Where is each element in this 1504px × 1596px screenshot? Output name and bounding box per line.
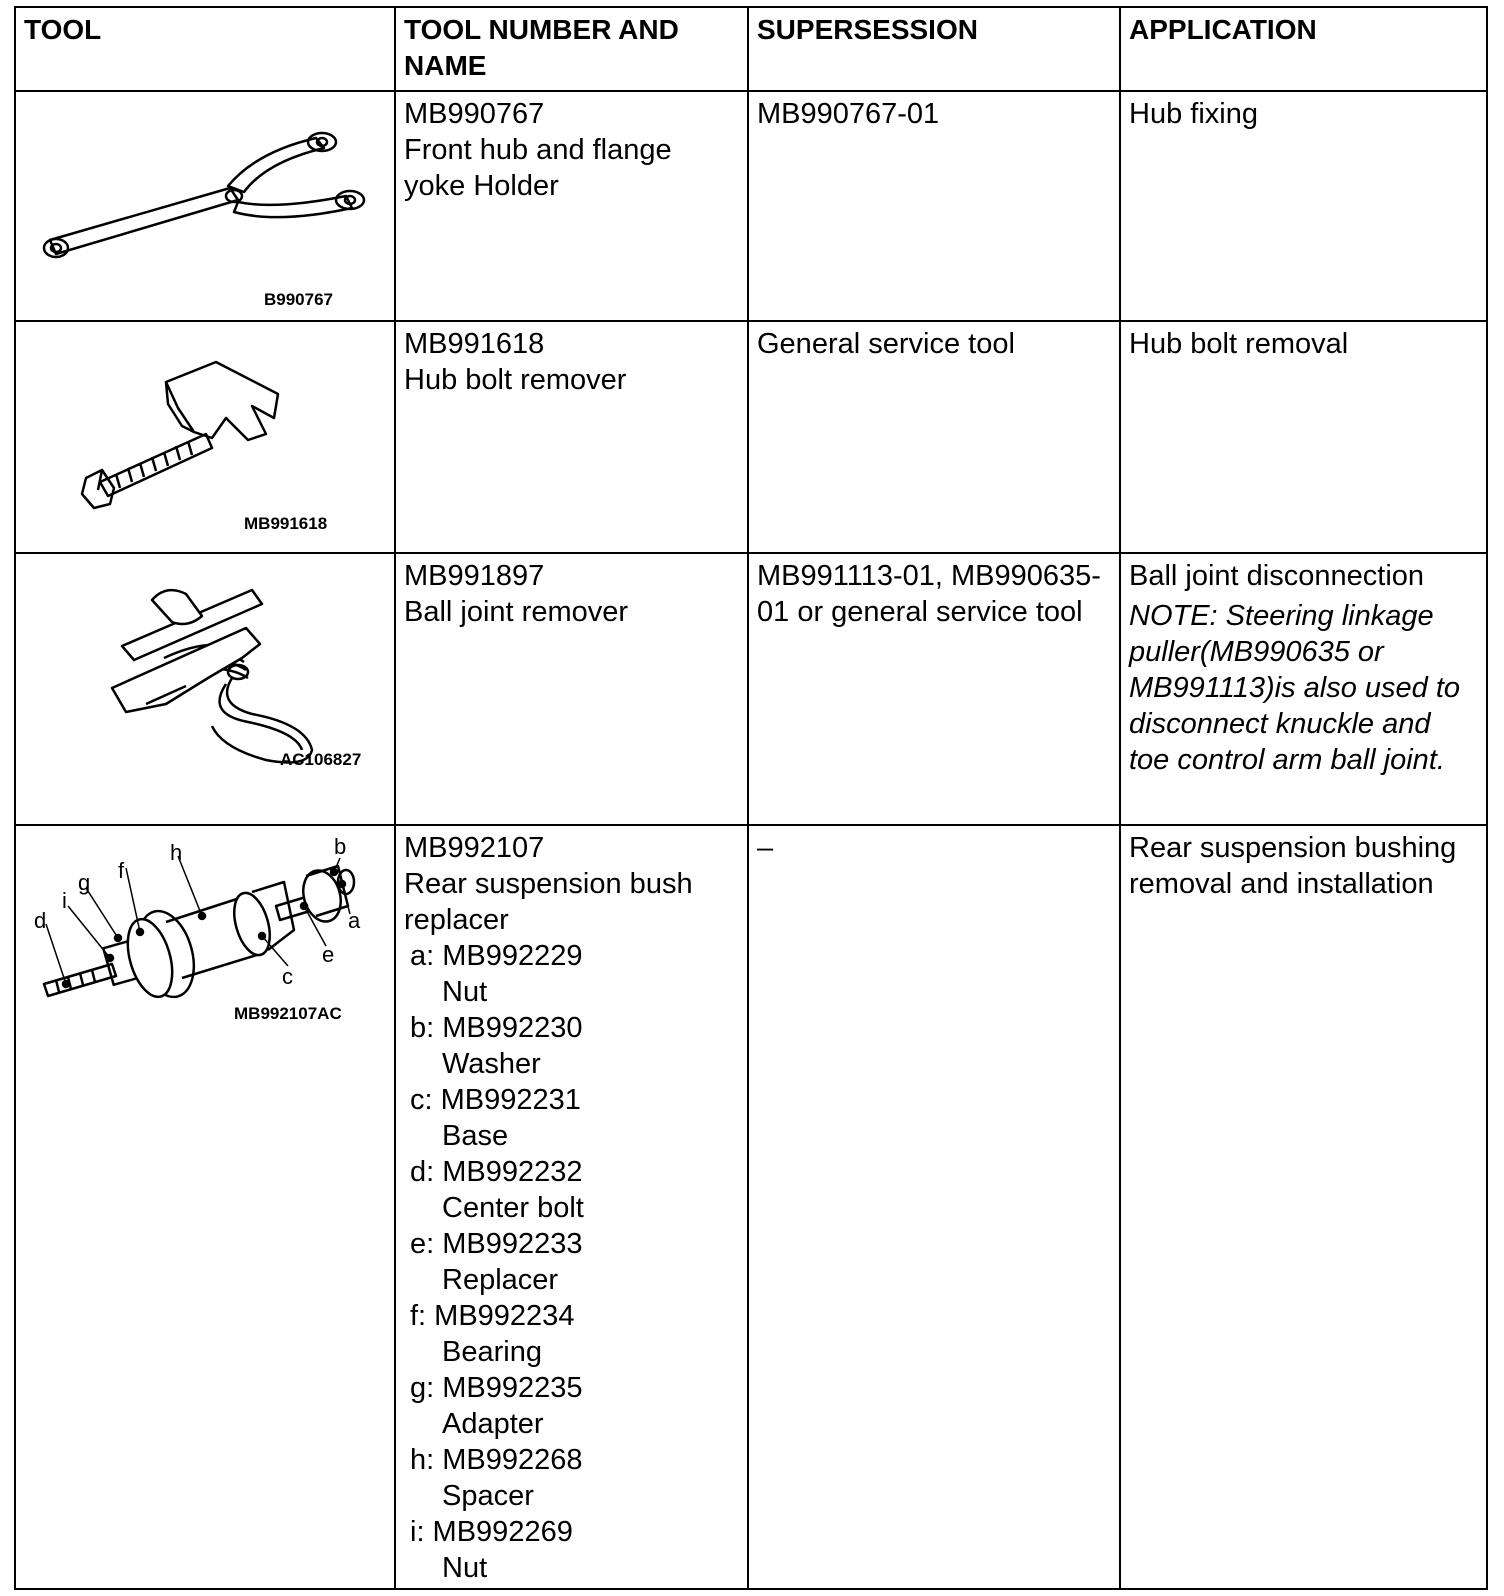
part-label: a: MB992229 [410,940,583,972]
tool-illustration-cell [15,321,395,553]
tool-image-code: MB992107AC [234,1004,342,1023]
table-row [15,321,1487,553]
part-label: f: MB992234 [410,1300,575,1332]
header-application: APPLICATION [1120,7,1487,91]
part-label: h: MB992268 [410,1444,583,1476]
part-label: i: MB992269 [410,1516,573,1548]
tool-number: MB991618 [404,328,545,360]
callout-c: c [282,964,293,989]
tool-number-name-cell [395,825,748,1589]
tool-name: Rear suspension bush replacer [404,868,693,936]
part-label: e: MB992233 [410,1228,583,1260]
part-label: d: MB992232 [410,1156,583,1188]
tool-number-name-cell [395,321,748,553]
tool-number: MB992107 [404,832,545,864]
part-name: Nut [442,976,488,1008]
tool-illustration-cell [15,553,395,825]
supersession-cell: MB990767-01 [748,91,1120,321]
callout-e: e [322,942,335,967]
callout-g: g [78,870,91,895]
table-row [15,91,1487,321]
part-name: Nut [442,1552,488,1584]
application-note: NOTE: Steering linkage puller(MB990635 or MB991113)is also used to disconnect knuckle and toe control arm ball joint. [1129,600,1461,776]
part-label: g: MB992235 [410,1372,583,1404]
parts-list [404,938,739,1586]
tool-number-name-cell [395,553,748,825]
supersession-cell: MB991113-01, MB990635-01 or general service tool [748,553,1120,825]
tool-image-code: MB991618 [244,514,328,533]
tool-image-code: B990767 [264,290,334,309]
tool-name: Front hub and flange yoke Holder [404,134,672,202]
special-tools-table [14,6,1488,1590]
part-name: Replacer [442,1264,559,1296]
callout-f: f [118,858,125,883]
callout-i: i [62,888,67,913]
header-row [15,7,1487,91]
application-text: Ball joint disconnection [1129,560,1425,592]
part-name: Adapter [442,1408,544,1440]
hub-bolt-remover-illustration [16,322,392,550]
tool-name: Ball joint remover [404,596,629,628]
part-name: Center bolt [442,1192,584,1224]
part-name: Base [442,1120,509,1152]
callout-a: a [348,908,361,933]
part-name: Washer [442,1048,541,1080]
supersession-cell: General service tool [748,321,1120,553]
tool-number: MB990767 [404,98,545,130]
hub-holder-illustration [16,92,392,318]
tool-illustration-cell [15,91,395,321]
tool-number: MB991897 [404,560,545,592]
header-supersession: SUPERSESSION [748,7,1120,91]
tool-number-name-cell [395,91,748,321]
part-label: c: MB992231 [410,1084,581,1116]
part-name: Spacer [442,1480,534,1512]
table-row [15,825,1487,1589]
application-cell [1120,553,1487,825]
callout-h: h [170,840,183,865]
callout-b: b [334,834,347,859]
part-name: Bearing [442,1336,542,1368]
supersession-cell: – [748,825,1120,1589]
tool-image-code: AC106827 [280,750,362,769]
table-row [15,553,1487,825]
header-tool: TOOL [15,7,395,91]
part-label: b: MB992230 [410,1012,583,1044]
tool-illustration-cell [15,825,395,1589]
application-cell: Hub bolt removal [1120,321,1487,553]
application-cell: Rear suspension bushing removal and installation [1120,825,1487,1589]
callout-d: d [34,908,47,933]
ball-joint-remover-illustration [16,554,392,822]
application-cell: Hub fixing [1120,91,1487,321]
header-tool-number-and-name: TOOL NUMBER AND NAME [395,7,748,91]
tool-name: Hub bolt remover [404,364,627,396]
